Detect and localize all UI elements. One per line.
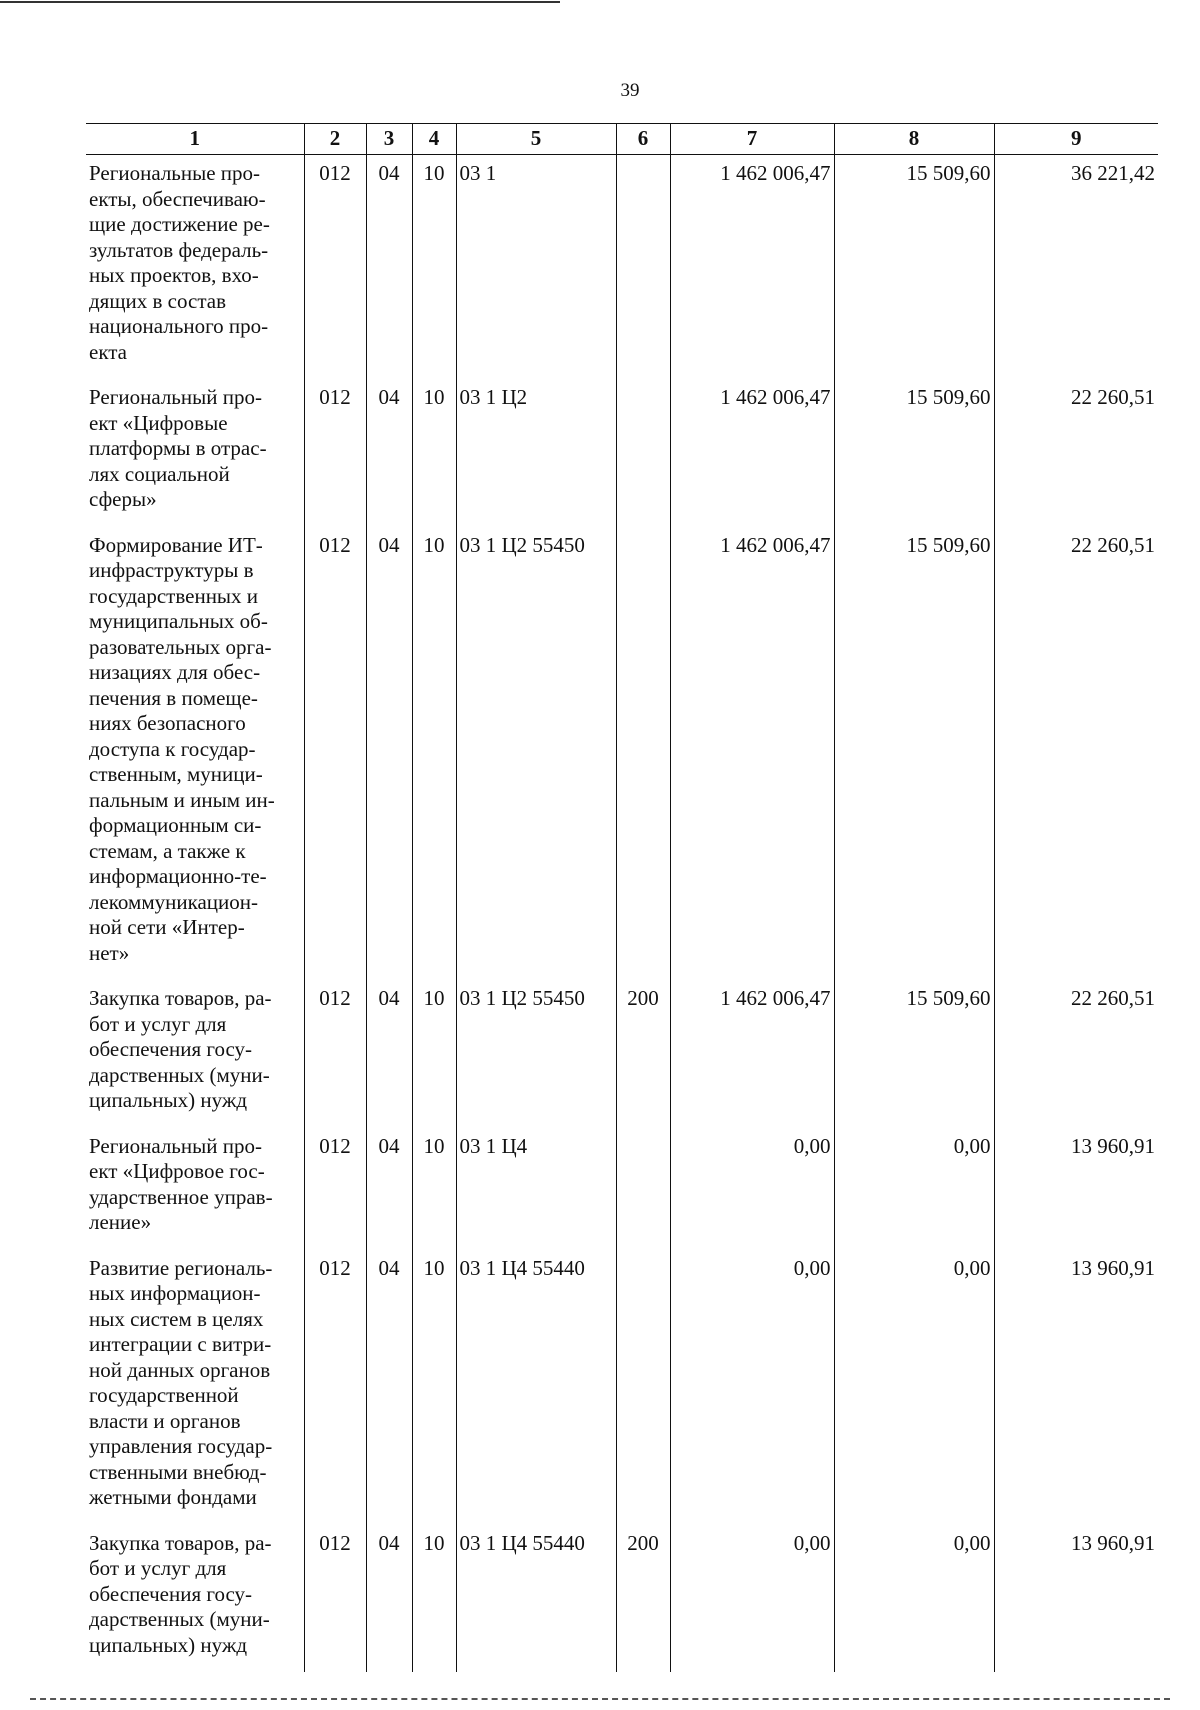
expense-type-code (616, 155, 670, 380)
subsection-code: 10 (412, 980, 456, 1128)
row-name-line: зультатов федераль- (89, 237, 269, 262)
table-row (86, 155, 1158, 380)
amount-col-9: 22 260,51 (994, 379, 1158, 527)
section-code: 04 (366, 155, 412, 380)
header-col-5: 5 (456, 124, 616, 155)
subsection-code: 10 (412, 1525, 456, 1673)
row-name-line: формационным си- (89, 813, 262, 837)
header-col-7: 7 (670, 124, 834, 155)
row-name-line: екты, обеспечиваю- (89, 186, 266, 211)
amount-col-9: 22 260,51 (994, 980, 1158, 1128)
amount-col-8: 0,00 (834, 1250, 994, 1525)
row-name-line: Региональные про- (89, 161, 261, 185)
row-name-line: пальным и иным ин- (89, 787, 275, 812)
row-name (86, 527, 304, 981)
scan-edge-bottom (30, 1698, 1170, 1700)
table-header-row (86, 124, 1158, 155)
row-name (86, 1525, 304, 1673)
section-code: 04 (366, 379, 412, 527)
section-code: 04 (366, 527, 412, 981)
row-name-line: обеспечения госу- (89, 1037, 253, 1061)
row-name-line: Региональный про- (89, 385, 262, 409)
ministry-code: 012 (304, 1525, 366, 1673)
amount-col-8: 15 509,60 (834, 980, 994, 1128)
row-name-line: печения в помеще- (89, 685, 258, 710)
row-name-line: лекоммуникацион- (89, 889, 259, 914)
table-row (86, 1128, 1158, 1250)
ministry-code: 012 (304, 1250, 366, 1525)
row-name-line: щие достижение ре- (89, 212, 270, 236)
row-name-line: ниях безопасного (89, 711, 246, 735)
section-code: 04 (366, 1250, 412, 1525)
row-name-line: Развитие региональ- (89, 1255, 273, 1280)
row-name-line: ных проектов, вхо- (89, 263, 259, 287)
subsection-code: 10 (412, 379, 456, 527)
row-name-line: ударственное управ- (89, 1184, 273, 1209)
row-name-line: Закупка товаров, ра- (89, 1530, 272, 1555)
expense-type-code (616, 1128, 670, 1250)
header-col-9: 9 (994, 124, 1158, 155)
row-name-line: бот и услуг для (89, 1556, 227, 1580)
row-name-line: ственными внебюд- (89, 1459, 267, 1484)
row-name-line: власти и органов (89, 1408, 241, 1433)
row-name-line: Формирование ИТ- (89, 532, 263, 557)
amount-col-8: 0,00 (834, 1525, 994, 1673)
amount-col-7: 1 462 006,47 (670, 379, 834, 527)
row-name-line: ной сети «Интер- (89, 915, 245, 939)
page-number: 39 (620, 80, 640, 101)
row-name-line: нет» (89, 940, 130, 965)
amount-col-9: 13 960,91 (994, 1525, 1158, 1673)
ministry-code: 012 (304, 155, 366, 380)
row-name-line: ной данных органов (89, 1357, 271, 1382)
header-col-2: 2 (304, 124, 366, 155)
amount-col-8: 0,00 (834, 1128, 994, 1250)
row-name-line: стемам, а также к (89, 838, 246, 863)
amount-col-7: 0,00 (670, 1525, 834, 1673)
expense-type-code: 200 (616, 980, 670, 1128)
row-name-line: Закупка товаров, ра- (89, 986, 272, 1010)
row-name-line: дарственных (муни- (89, 1607, 270, 1631)
subsection-code: 10 (412, 1250, 456, 1525)
row-name-line: ственным, муници- (89, 762, 263, 786)
subsection-code: 10 (412, 1128, 456, 1250)
row-name-line: дарственных (муни- (89, 1062, 270, 1087)
row-name (86, 1250, 304, 1525)
header-col-8: 8 (834, 124, 994, 155)
amount-col-7: 1 462 006,47 (670, 155, 834, 380)
row-name (86, 980, 304, 1128)
row-name (86, 379, 304, 527)
header-col-4: 4 (412, 124, 456, 155)
row-name-line: дящих в состав (89, 288, 227, 313)
row-name-line: ных информацион- (89, 1281, 261, 1305)
table-row (86, 379, 1158, 527)
table-row (86, 980, 1158, 1128)
section-code: 04 (366, 1525, 412, 1673)
budget-table (86, 123, 1158, 1672)
amount-col-8: 15 509,60 (834, 155, 994, 380)
row-name-line: информационно-те- (89, 864, 267, 888)
amount-col-7: 1 462 006,47 (670, 980, 834, 1128)
subsection-code: 10 (412, 527, 456, 981)
scan-edge-top (0, 1, 560, 3)
subsection-code: 10 (412, 155, 456, 380)
row-name-line: бот и услуг для (89, 1011, 227, 1036)
row-name-line: интеграции с витри- (89, 1332, 272, 1356)
row-name-line: управления государ- (89, 1434, 273, 1458)
target-article-code: 03 1 Ц2 55450 (456, 980, 616, 1128)
ministry-code: 012 (304, 527, 366, 981)
target-article-code: 03 1 Ц4 (456, 1128, 616, 1250)
row-name-line: ление» (89, 1210, 152, 1234)
table-row (86, 527, 1158, 981)
table-row (86, 1525, 1158, 1673)
row-name (86, 1128, 304, 1250)
row-name-line: платформы в отрас- (89, 436, 267, 460)
row-name-line: ект «Цифровые (89, 410, 228, 435)
row-name-line: муниципальных об- (89, 609, 268, 633)
row-name-line: ных систем в целях (89, 1306, 264, 1331)
target-article-code: 03 1 Ц2 (456, 379, 616, 527)
row-name-line: Региональный про- (89, 1133, 262, 1158)
row-name-line: ект «Цифровое гос- (89, 1159, 265, 1183)
row-name-line: екта (89, 339, 128, 364)
ministry-code: 012 (304, 379, 366, 527)
header-col-6: 6 (616, 124, 670, 155)
row-name-line: государственных и (89, 583, 259, 608)
target-article-code: 03 1 Ц4 55440 (456, 1525, 616, 1673)
row-name-line: низациях для обес- (89, 660, 261, 684)
expense-type-code (616, 527, 670, 981)
row-name-line: разовательных орга- (89, 634, 272, 659)
row-name-line: лях социальной (89, 461, 230, 486)
amount-col-9: 36 221,42 (994, 155, 1158, 380)
row-name-line: доступа к государ- (89, 736, 256, 761)
expense-type-code (616, 1250, 670, 1525)
header-col-3: 3 (366, 124, 412, 155)
expense-type-code: 200 (616, 1525, 670, 1673)
expense-type-code (616, 379, 670, 527)
row-name-line: инфраструктуры в (89, 558, 254, 582)
ministry-code: 012 (304, 1128, 366, 1250)
amount-col-8: 15 509,60 (834, 527, 994, 981)
amount-col-9: 13 960,91 (994, 1128, 1158, 1250)
row-name-line: обеспечения госу- (89, 1581, 253, 1606)
target-article-code: 03 1 Ц4 55440 (456, 1250, 616, 1525)
row-name-line: национального про- (89, 314, 269, 338)
section-code: 04 (366, 1128, 412, 1250)
row-name (86, 155, 304, 380)
ministry-code: 012 (304, 980, 366, 1128)
amount-col-9: 22 260,51 (994, 527, 1158, 981)
row-name-line: государственной (89, 1383, 239, 1407)
target-article-code: 03 1 (456, 155, 616, 380)
row-name-line: ципальных) нужд (89, 1632, 248, 1657)
row-name-line: ципальных) нужд (89, 1088, 248, 1112)
amount-col-7: 0,00 (670, 1128, 834, 1250)
header-col-1: 1 (86, 124, 304, 155)
amount-col-7: 0,00 (670, 1250, 834, 1525)
row-name-line: жетными фондами (89, 1485, 257, 1509)
table-row (86, 1250, 1158, 1525)
table-body (86, 155, 1158, 1673)
amount-col-7: 1 462 006,47 (670, 527, 834, 981)
amount-col-9: 13 960,91 (994, 1250, 1158, 1525)
target-article-code: 03 1 Ц2 55450 (456, 527, 616, 981)
amount-col-8: 15 509,60 (834, 379, 994, 527)
row-name-line: сферы» (89, 487, 157, 511)
section-code: 04 (366, 980, 412, 1128)
